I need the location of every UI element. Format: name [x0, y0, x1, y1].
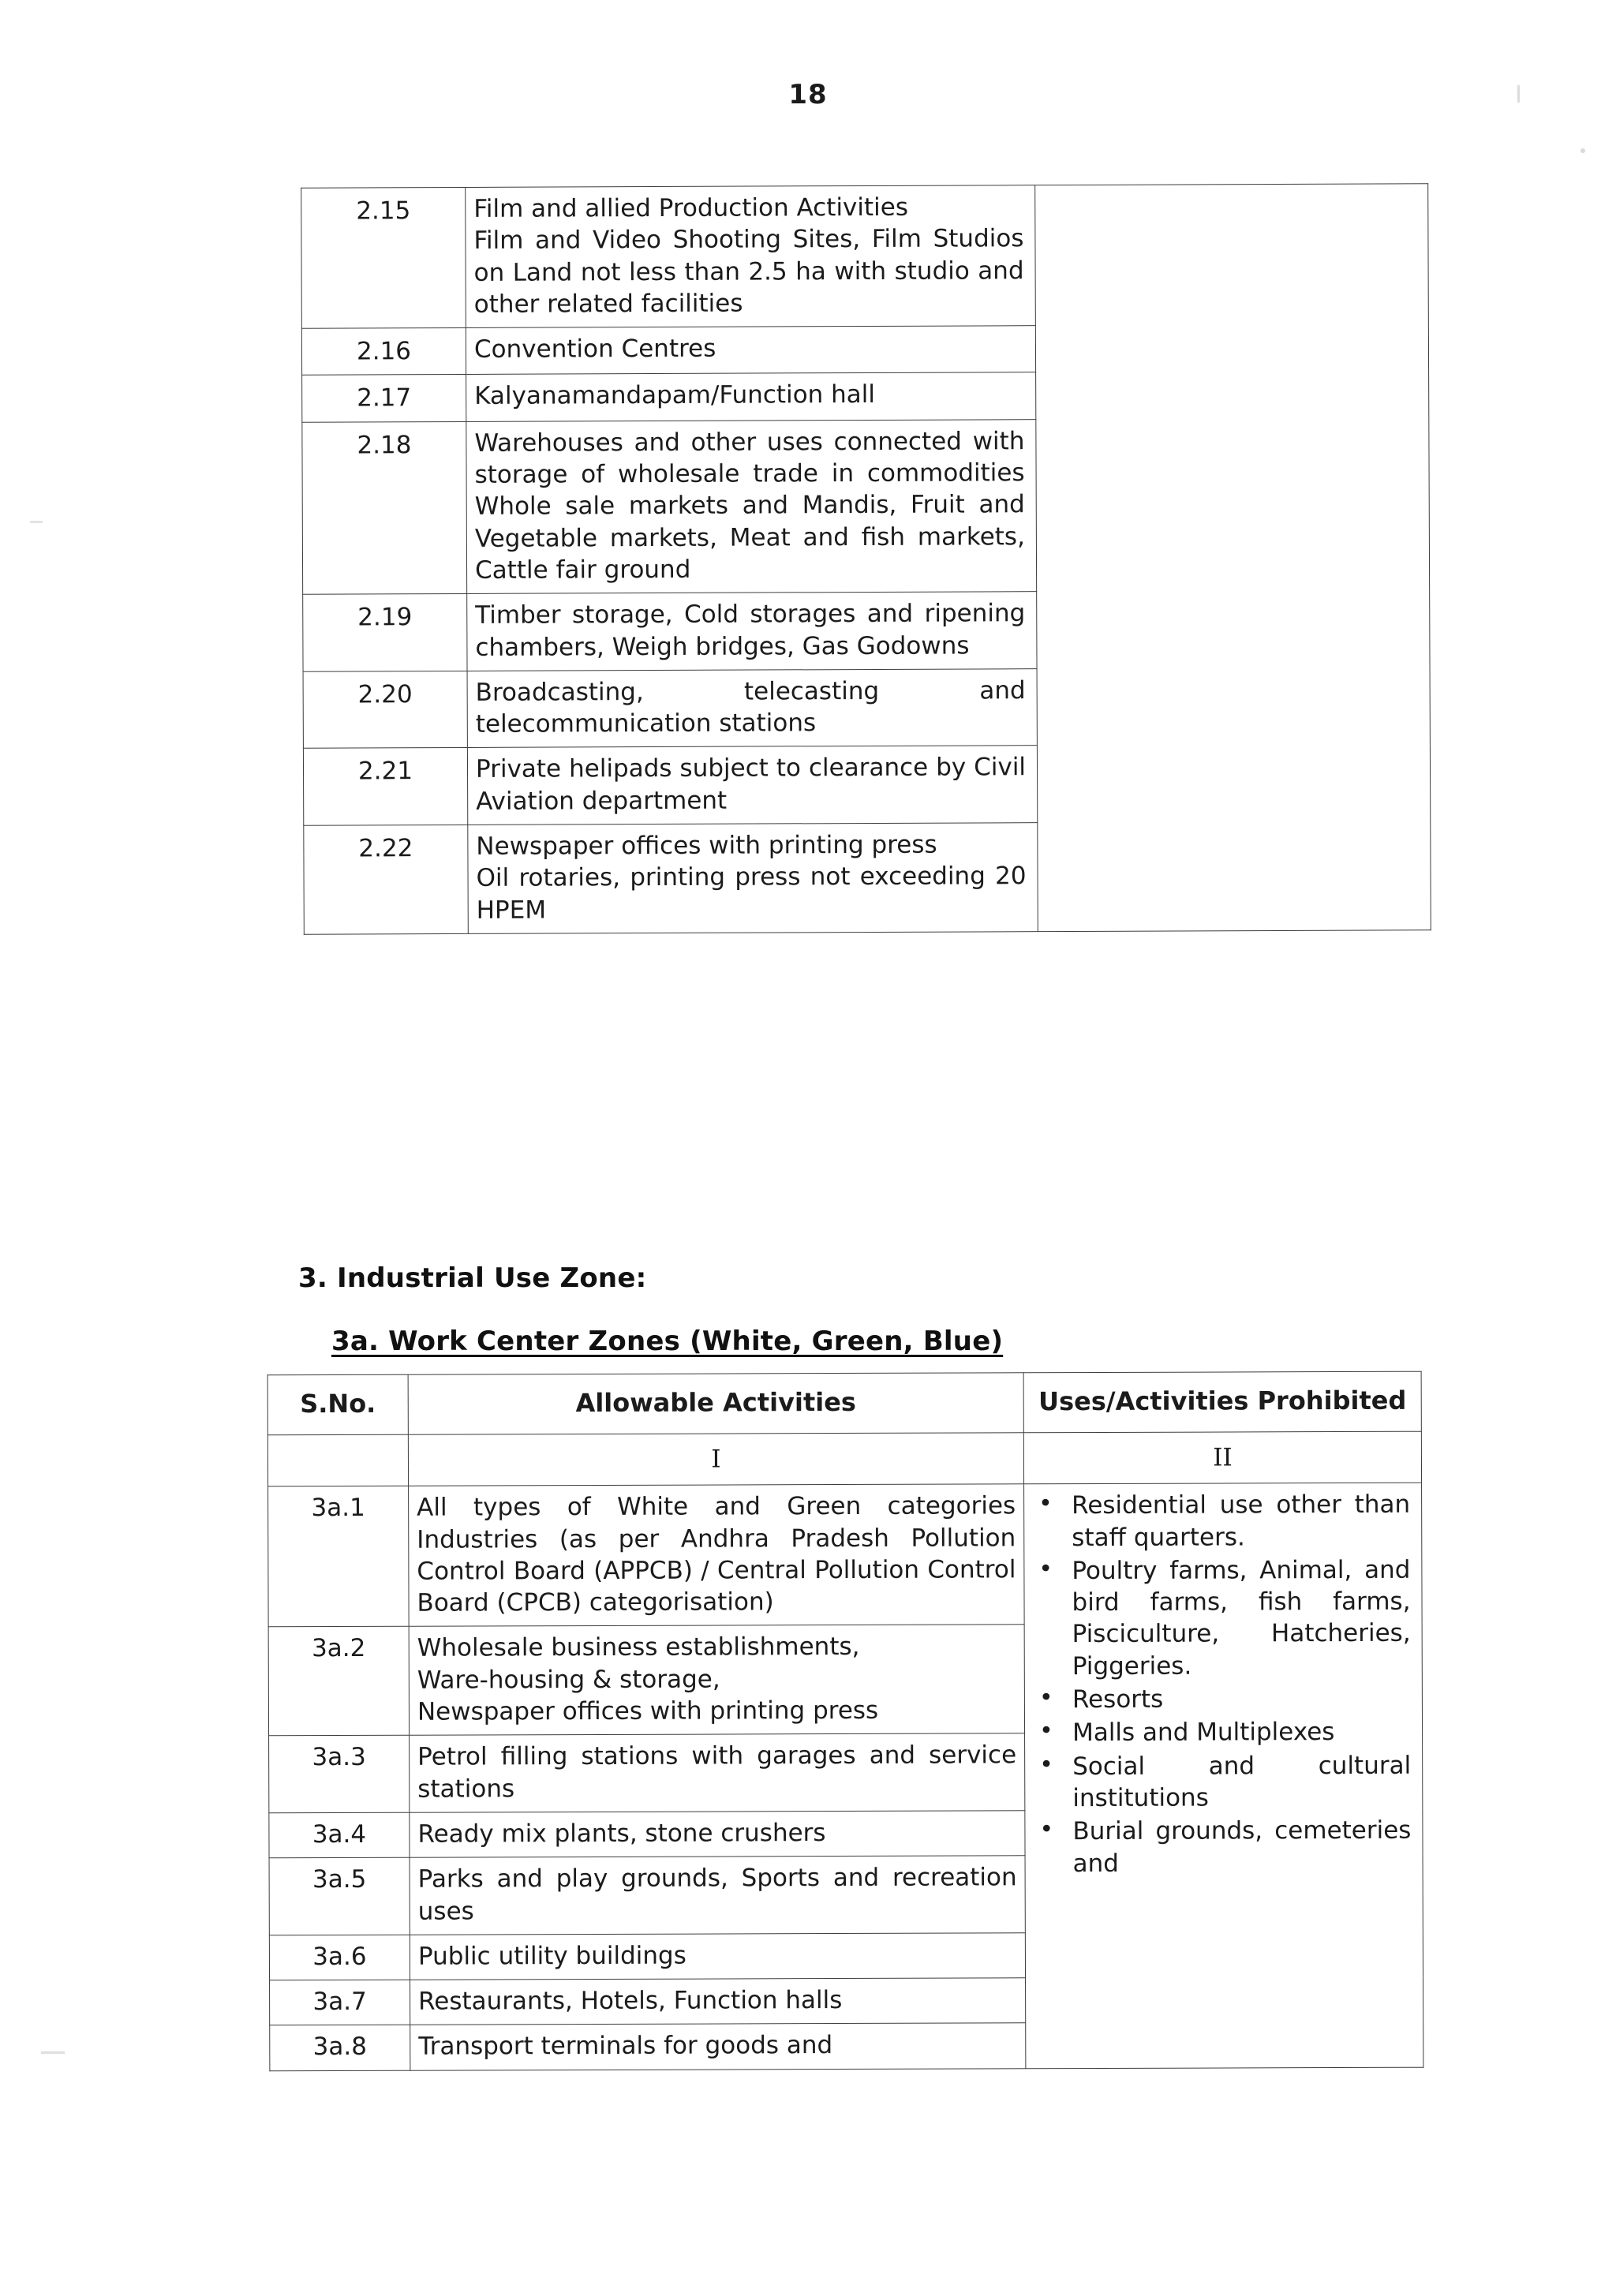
- activity-line: Film and Video Shooting Sites, Film Studios on Land not less than 2.5 ha with studio and other related facilities: [473, 224, 1024, 319]
- page-number: 18: [788, 79, 828, 110]
- prohibited-uses-cell: [1024, 1483, 1423, 2068]
- table-header-row: [267, 1371, 1421, 1435]
- row-activity: [467, 669, 1037, 748]
- table-row: [301, 184, 1429, 329]
- table-numeral-row: [267, 1431, 1421, 1486]
- activity-line: Petrol filling stations with garages and service stations: [417, 1741, 1017, 1804]
- row-sno: 2.20: [303, 671, 467, 748]
- scan-artifact-left-edge: [41, 2051, 65, 2054]
- prohibited-list: [1029, 1489, 1412, 1879]
- activity-line: Ware-housing & storage,: [417, 1665, 720, 1695]
- scan-artifact-right-dot: [1580, 148, 1585, 153]
- activity-line: Broadcasting, telecasting and telecommunication stations: [475, 676, 1026, 739]
- row-activity: [466, 185, 1036, 328]
- row-allowable-activity: [410, 1811, 1025, 1858]
- row-allowable-activity: [409, 1625, 1024, 1735]
- activities-table: [301, 183, 1431, 934]
- row-activity: [466, 326, 1035, 375]
- activity-line: Transport terminals for goods and: [418, 2031, 833, 2062]
- activity-line: Kalyanamandapam/Function hall: [474, 380, 876, 411]
- row-sno: 3a.5: [269, 1857, 410, 1935]
- list-item: • Resorts: [1030, 1683, 1411, 1716]
- row-allowable-activity: [410, 2023, 1026, 2070]
- row-sno: 3a.2: [268, 1627, 409, 1736]
- list-item: • Malls and Multiplexes: [1030, 1716, 1411, 1749]
- row-activity: [466, 419, 1037, 593]
- activity-line: Newspaper offices with printing press: [417, 1696, 879, 1726]
- row-allowable-activity: [410, 1856, 1025, 1935]
- row-activity: [468, 823, 1038, 934]
- header-allowable-activities: Allowable Activities: [408, 1373, 1023, 1434]
- row-sno: 2.15: [301, 187, 466, 328]
- activity-line: Timber storage, Cold storages and ripening chambers, Weigh bridges, Gas Godowns: [475, 599, 1026, 662]
- activity-line: Newspaper offices with printing press: [476, 830, 937, 861]
- activity-line: Convention Centres: [473, 334, 716, 365]
- numeral-allowable: I: [408, 1433, 1023, 1486]
- activity-line: Oil rotaries, printing press not exceeding 20 HPEM: [476, 862, 1027, 925]
- activity-line: Wholesale business establishments,: [417, 1632, 860, 1663]
- row-sno: 2.21: [303, 748, 467, 825]
- numeral-sno: [267, 1434, 408, 1486]
- activity-line: Private helipads subject to clearance by Civil Aviation department: [475, 753, 1027, 816]
- activity-line: Ready mix plants, stone crushers: [417, 1819, 826, 1849]
- activity-line: All types of White and Green categories Industries (as per Andhra Pradesh Pollution Control Board (APPCB) / Central Pollution Control Board (CPCB) categorisation): [417, 1491, 1016, 1617]
- page-bottom-crop: [0, 2160, 1616, 2296]
- header-prohibited-uses: Uses/Activities Prohibited: [1023, 1371, 1421, 1433]
- row-sno: 3a.4: [269, 1812, 410, 1858]
- subsection-heading: 3a. Work Center Zones (White, Green, Blue): [331, 1326, 1004, 1357]
- row-sno: 2.22: [304, 825, 469, 934]
- row-activity: [467, 746, 1037, 825]
- row-sno: 3a.6: [269, 1935, 410, 1980]
- activity-line: Parks and play grounds, Sports and recreation uses: [417, 1863, 1017, 1926]
- row-sno: 2.19: [303, 594, 467, 671]
- row-sno: 3a.3: [269, 1736, 410, 1813]
- activity-line: Restaurants, Hotels, Function halls: [418, 1986, 843, 2016]
- section-heading: 3. Industrial Use Zone:: [298, 1262, 647, 1294]
- row-allowable-activity: [410, 1978, 1026, 2025]
- row-activity: [466, 372, 1036, 421]
- table-row: [268, 1483, 1423, 1627]
- row-sno: 2.18: [302, 421, 467, 594]
- activity-line: Warehouses and other uses connected with storage of wholesale trade in commodities Whole sale markets and Mandis, Fruit and Vegetable markets, Meat and fish markets, Cattle fair ground: [474, 427, 1025, 585]
- activity-line: Film and allied Production Activities: [473, 193, 909, 223]
- activity-line: Public utility buildings: [417, 1941, 686, 1971]
- row-sno: 2.16: [301, 328, 466, 376]
- blank-column-cell: [1035, 184, 1431, 932]
- scan-artifact-left-mid: [30, 521, 43, 523]
- row-sno: 3a.1: [268, 1486, 410, 1627]
- work-center-zones-table: [267, 1371, 1424, 2071]
- row-sno: 3a.8: [270, 2025, 410, 2071]
- list-item: • Burial grounds, cemeteries and: [1030, 1815, 1411, 1879]
- row-sno: 3a.7: [270, 1980, 410, 2025]
- row-allowable-activity: [410, 1733, 1025, 1812]
- list-item: • Social and cultural institutions: [1030, 1749, 1411, 1814]
- row-sno: 2.17: [302, 375, 466, 422]
- row-activity: [467, 592, 1037, 671]
- header-sno: S.No.: [267, 1374, 408, 1435]
- list-item: • Residential use other than staff quarters.: [1029, 1489, 1410, 1554]
- row-allowable-activity: [410, 1933, 1025, 1980]
- numeral-prohibited: II: [1023, 1431, 1421, 1484]
- row-allowable-activity: [409, 1484, 1025, 1627]
- list-item: • Poultry farms, Animal, and bird farms, fish farms, Pisciculture, Hatcheries, Piggeries.: [1029, 1554, 1411, 1683]
